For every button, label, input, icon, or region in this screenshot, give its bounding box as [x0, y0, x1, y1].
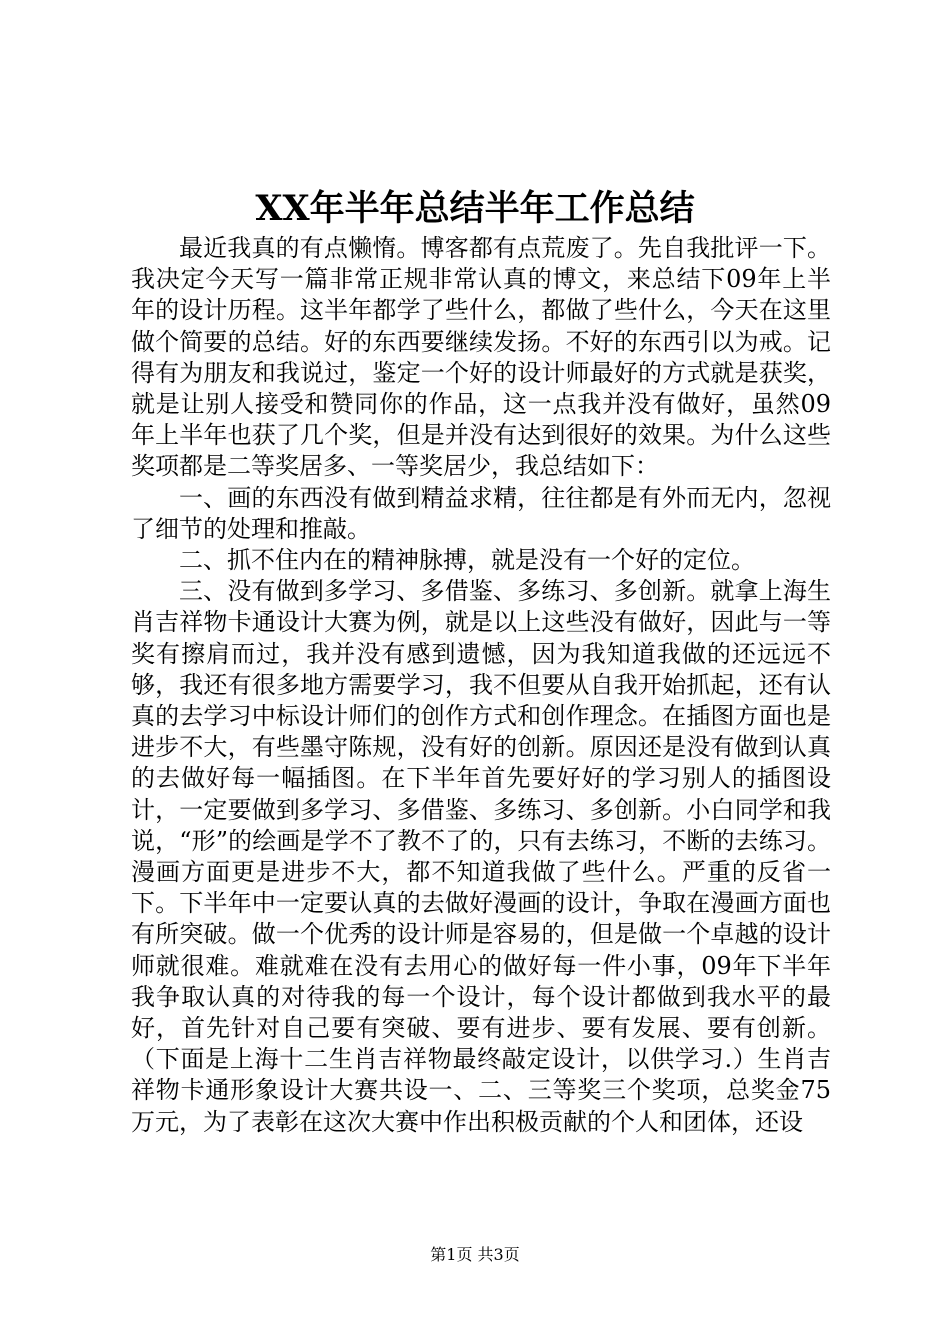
document-body: [131, 233, 831, 1138]
paragraph-point-one: 一、画的东西没有做到精益求精，往往都是有外而无内，忽视了细节的处理和推敲。: [131, 483, 831, 543]
paragraph-point-three: 三、没有做到多学习、多借鉴、多练习、多创新。就拿上海生肖吉祥物卡通设计大赛为例，就是以上这些没有做好，因此与一等奖有擦肩而过，我并没有感到遗憾，因为我知道我做的还远远不够，我还有很多地方需要学习，我不但要从自我开始抓起，还有认真的去学习中标设计师们的创作方式和创作理念。在插图方面也是进步不大，有些墨守陈规，没有好的创新。原因还是没有做到认真的去做好每一幅插图。在下半年首先要好好的学习别人的插图设计，一定要做到多学习、多借鉴、多练习、多创新。小白同学和我说，“形”的绘画是学不了教不了的，只有去练习，不断的去练习。漫画方面更是进步不大，都不知道我做了些什么。严重的反省一下。下半年中一定要认真的去做好漫画的设计，争取在漫画方面也有所突破。做一个优秀的设计师是容易的，但是做一个卓越的设计师就很难。难就难在没有去用心的做好每一件小事，09年下半年我争取认真的对待我的每一个设计，每个设计都做到我水平的最好，首先针对自己要有突破、要有进步、要有发展、要有创新。（下面是上海十二生肖吉祥物最终敲定设计，以供学习.）生肖吉祥物卡通形象设计大赛共设一、二、三等奖三个奖项，总奖金75万元，为了表彰在这次大赛中作出积极贡献的个人和团体，还设: [131, 577, 831, 1136]
page-indicator: 第1页 共3页: [430, 1245, 520, 1264]
document-title: XX年半年总结半年工作总结: [255, 188, 695, 229]
paragraph-point-two: 二、抓不住内在的精神脉搏，就是没有一个好的定位。: [179, 546, 755, 575]
paragraph-intro: 最近我真的有点懒惰。博客都有点荒废了。先自我批评一下。我决定今天写一篇非常正规非常认真的博文，来总结下09年上半年的设计历程。这半年都学了些什么，都做了些什么，今天在这里做个简要的总结。好的东西要继续发扬。不好的东西引以为戒。记得有为朋友和我说过，鉴定一个好的设计师最好的方式就是获奖，就是让别人接受和赞同你的作品，这一点我并没有做好，虽然09年上半年也获了几个奖，但是并没有达到很好的效果。为什么这些奖项都是二等奖居多、一等奖居少，我总结如下：: [131, 234, 831, 481]
page-footer: [0, 1244, 950, 1266]
